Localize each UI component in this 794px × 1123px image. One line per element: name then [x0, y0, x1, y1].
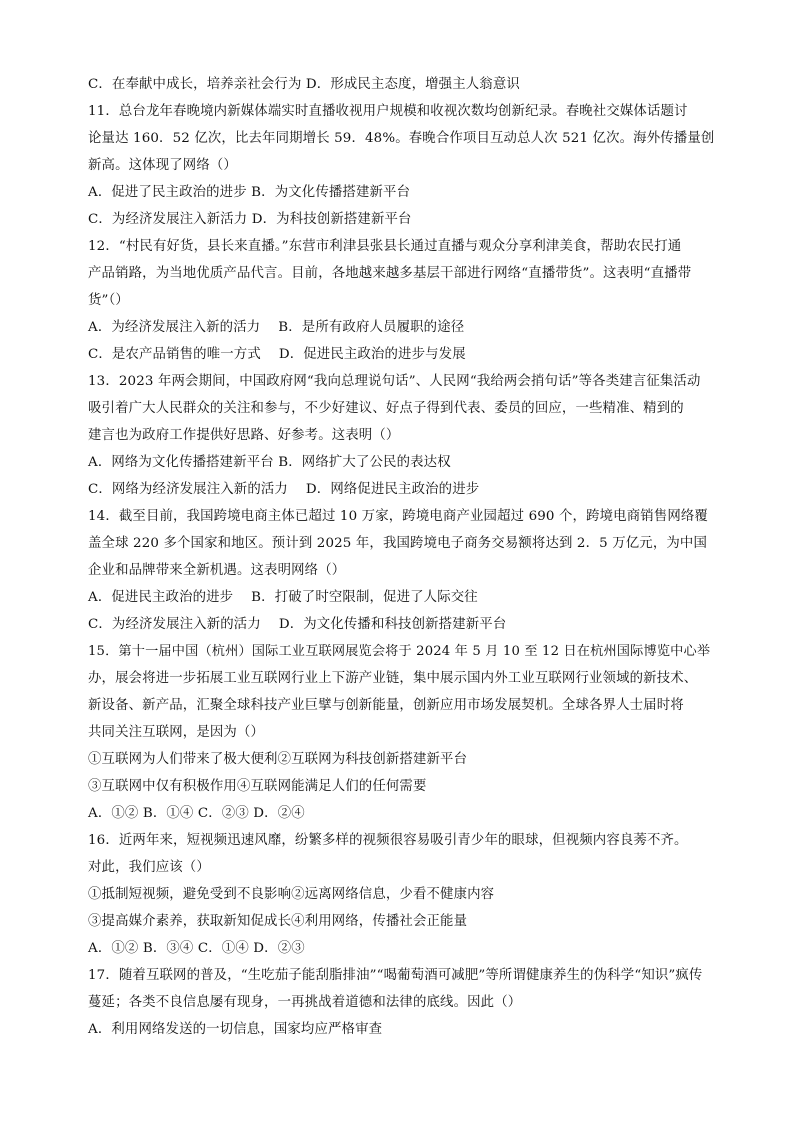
text-line: 蔓延；各类不良信息屡有现身，一再挑战着道德和法律的底线。因此（）	[88, 995, 522, 1010]
text-line: 企业和品牌带来全新机遇。这表明网络（）	[88, 563, 346, 578]
text-line: 办，展会将进一步拓展工业互联网行业上下游产业链，集中展示国内外工业互联网行业领域的新技术、	[88, 671, 698, 686]
text-line: 共同关注互联网，是因为（）	[88, 725, 265, 740]
text-line: 14．截至目前，我国跨境电商主体已超过 10 万家，跨境电商产业园超过 690 个，跨境电商销售网络覆	[88, 509, 708, 524]
text-line: 盖全球 220 多个国家和地区。预计到 2025 年，我国跨境电子商务交易额将达到 2．5 万亿元，为中国	[88, 536, 708, 551]
text-line: C．网络为经济发展注入新的活力 D．网络促进民主政治的进步	[88, 482, 480, 497]
text-line: C．为经济发展注入新活力 D．为科技创新搭建新平台	[88, 212, 412, 227]
text-line: A．①② B．①④ C．②③ D．②④	[88, 806, 305, 821]
text-line: 产品销路，为当地优质产品代言。目前，各地越来越多基层干部进行网络“直播带货”。这表明“直播带	[88, 266, 692, 281]
text-line: 15．第十一届中国（杭州）国际工业互联网展览会将于 2024 年 5 月 10 至 12 日在杭州国际博览中心举	[88, 644, 711, 659]
text-line: 吸引着广大人民群众的关注和参与，不少好建议、好点子得到代表、委员的回应，一些精准、精到的	[88, 401, 684, 416]
text-line: 对此，我们应该（）	[88, 860, 210, 875]
text-line: A．为经济发展注入新的活力 B．是所有政府人员履职的途径	[88, 320, 465, 335]
text-line: 货”（）	[88, 293, 129, 308]
text-line: A．利用网络发送的一切信息，国家均应严格审查	[88, 1022, 383, 1037]
text-line: C．在奉献中成长，培养亲社会行为 D．形成民主态度，增强主人翁意识	[88, 77, 520, 92]
text-line: 新高。这体现了网络（）	[88, 158, 237, 173]
text-line: 论量达 160．52 亿次，比去年同期增长 59．48%。春晚合作项目互动总人次 521 亿次。海外传播量创	[88, 131, 715, 146]
text-line: A．促进了民主政治的进步 B．为文化传播搭建新平台	[88, 185, 411, 200]
text-line: C．是农产品销售的唯一方式 D．促进民主政治的进步与发展	[88, 347, 466, 362]
text-line: ③互联网中仅有积极作用④互联网能满足人们的任何需要	[88, 779, 427, 794]
text-line: 12．“村民有好货，县长来直播。”东营市利津县张县长通过直播与观众分享利津美食，帮助农民打通	[88, 239, 682, 254]
text-line: ①互联网为人们带来了极大便利②互联网为科技创新搭建新平台	[88, 752, 468, 767]
text-line: 17．随着互联网的普及，“生吃茄子能刮脂排油”“喝葡萄酒可减肥”等所谓健康养生的伪科学“知识”疯传	[88, 968, 703, 983]
text-line: 13．2023 年两会期间，中国政府网“我向总理说句话”、人民网“我给两会捎句话”等各类建言征集活动	[88, 374, 701, 389]
text-line: A．①② B．③④ C．①④ D．②③	[88, 941, 305, 956]
text-line: ①抵制短视频，避免受到不良影响②远离网络信息，少看不健康内容	[88, 887, 495, 902]
text-line: 建言也为政府工作提供好思路、好参考。这表明（）	[88, 428, 400, 443]
text-line: 新设备、新产品，汇聚全球科技产业巨擘与创新能量，创新应用市场发展契机。全球各界人士届时将	[88, 698, 684, 713]
text-line: A．促进民主政治的进步 B．打破了时空限制，促进了人际交往	[88, 590, 478, 605]
text-line: C．为经济发展注入新的活力 D．为文化传播和科技创新搭建新平台	[88, 617, 507, 632]
text-line: 16．近两年来，短视频迅速风靡，纷繁多样的视频很容易吸引青少年的眼球，但视频内容良莠不齐。	[88, 833, 688, 848]
text-line: A．网络为文化传播搭建新平台 B．网络扩大了公民的表达权	[88, 455, 451, 470]
text-line: 11．总台龙年春晚境内新媒体端实时直播收视用户规模和收视次数均创新纪录。春晚社交媒体话题讨	[88, 104, 688, 119]
text-line: ③提高媒介素养，获取新知促成长④利用网络，传播社会正能量	[88, 914, 468, 929]
